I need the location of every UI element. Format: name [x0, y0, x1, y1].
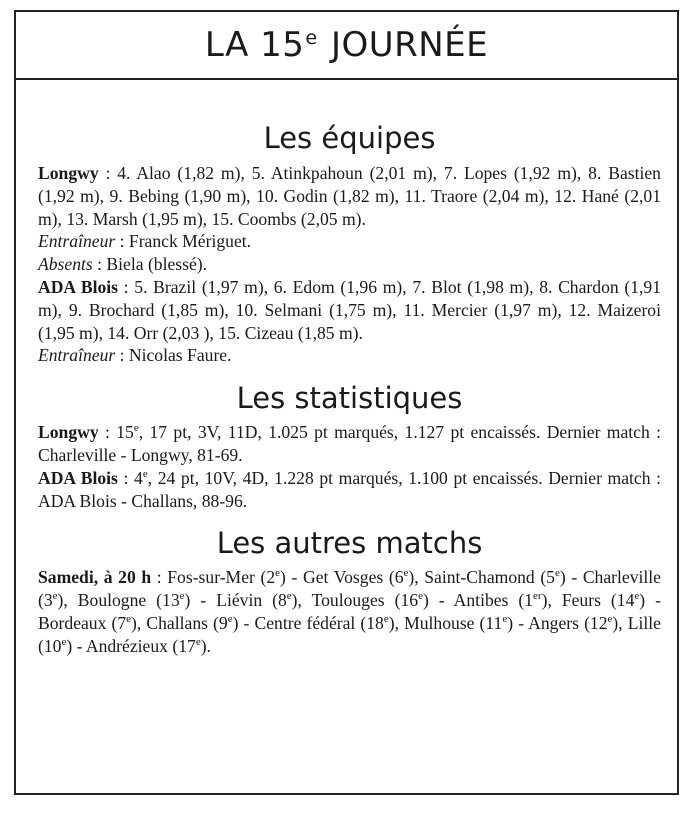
article-box — [14, 10, 679, 795]
team-name-longwy: Longwy — [38, 163, 99, 183]
longwy-stats: Longwy : 15e, 17 pt, 3V, 11D, 1.025 pt marqués, 1.127 pt encaissés. Dernier match : Charleville - Longwy, 81-69. — [38, 422, 662, 465]
longwy-roster: Longwy : 4. Alao (1,82 m), 5. Atinkpahoun (2,01 m), 7. Lopes (1,92 m), 8. Bastien (1,92 m), 9. Bebing (1,90 m), 10. Godin (1,82 m), 11. Traore (2,04 m), 12. Hané (2,01 m), 13. Marsh (1,95 m), 15. Coombs (2,05 m). — [38, 163, 661, 229]
section-heading-statistiques: Les statistiques — [236, 381, 463, 416]
other-matches: Samedi, à 20 h : Fos-sur-Mer (2e) - Get Vosges (6e), Saint-Chamond (5e) - Charleville (3e), Boulogne (13e) - Liévin (8e), Toulouges (16e) - Antibes (1er), Feurs (14e) - Bordeaux (7e), Challans (9e) - Centre fédéral (18e), Mulhouse (11e) - Angers (12e), Lille (10e) - Andrézieux (17e). — [38, 567, 661, 656]
blois-stats: ADA Blois : 4e, 24 pt, 10V, 4D, 1.228 pt marqués, 1.100 pt encaissés. Dernier match : ADA Blois - Challans, 88-96. — [38, 467, 662, 511]
blois-coach: Entraîneur : Nicolas Faure. — [38, 345, 232, 366]
article-content — [16, 116, 677, 658]
longwy-absents: Absents : Biela (blessé). — [38, 254, 208, 275]
section-heading-equipes: Les équipes — [263, 121, 436, 155]
blois-roster: ADA Blois : 5. Brazil (1,97 m), 6. Edom (1,96 m), 7. Blot (1,98 m), 8. Chardon (1,91 m), 9. Brochard (1,85 m), 10. Selmani (1,75 m), 11. Mercier (1,97 m), 12. Maizeroi (1,95 m), 14. Orr (2,03 ), 15. Cizeau (1,85 m). — [38, 276, 661, 343]
section-heading-autres-matchs: Les autres matchs — [216, 526, 483, 561]
team-name-blois: ADA Blois — [38, 276, 118, 297]
article-banner — [16, 12, 677, 80]
longwy-coach: Entraîneur : Franck Mériguet. — [38, 231, 252, 252]
banner-title: LA 15e JOURNÉE — [204, 25, 489, 65]
